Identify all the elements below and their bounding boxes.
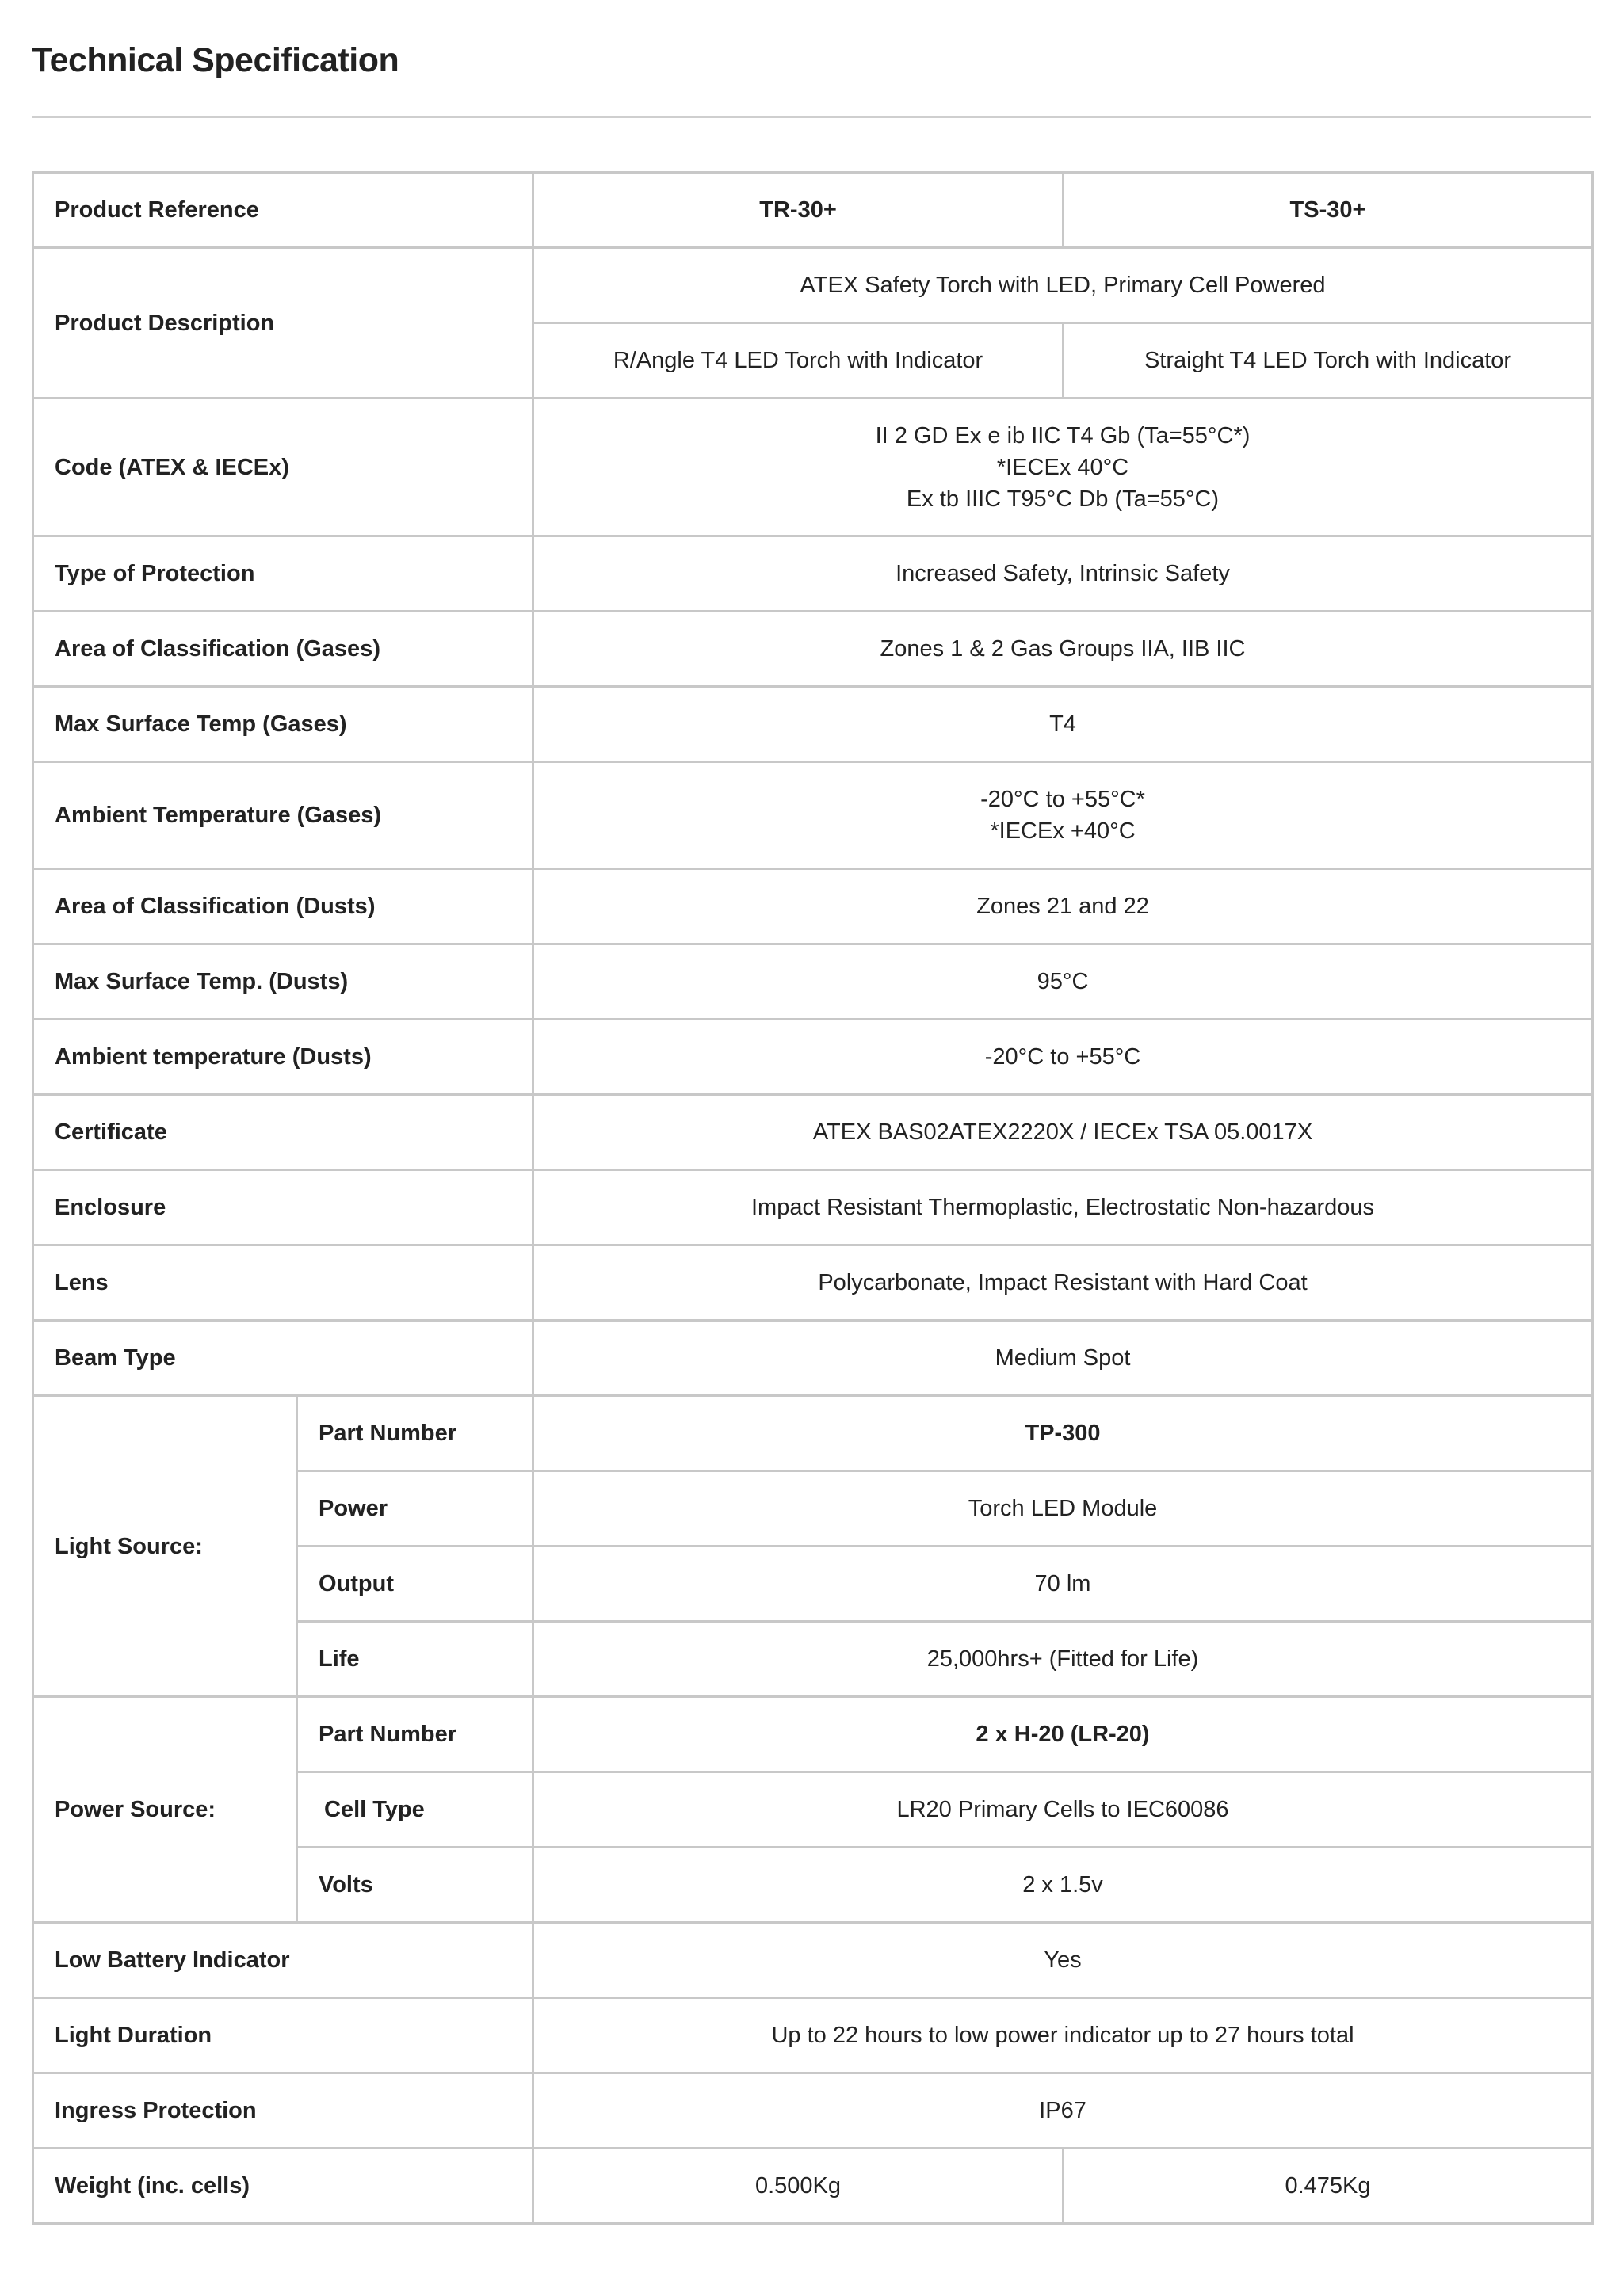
- row-label-max-temp-dusts: Max Surface Temp. (Dusts): [33, 944, 533, 1020]
- light-duration-value: Up to 22 hours to low power indicator up to 27 hours total: [533, 1998, 1593, 2073]
- row-label-area-dusts: Area of Classification (Dusts): [33, 869, 533, 944]
- ambient-gases-value: [533, 762, 1593, 869]
- light-source-sublabel: Output: [297, 1547, 533, 1622]
- low-battery-value: Yes: [533, 1923, 1593, 1998]
- table-row: [33, 1095, 1593, 1170]
- type-of-protection-value: Increased Safety, Intrinsic Safety: [533, 536, 1593, 612]
- product-reference-ts30: TS-30+: [1064, 173, 1593, 248]
- max-temp-dusts-value: 95°C: [533, 944, 1593, 1020]
- light-source-part-number: TP-300: [533, 1396, 1593, 1471]
- table-row: [33, 1998, 1593, 2073]
- page-title: Technical Specification: [32, 41, 399, 79]
- light-source-sublabel: Life: [297, 1622, 533, 1697]
- table-row: [33, 1697, 1593, 1772]
- row-label-certificate: Certificate: [33, 1095, 533, 1170]
- table-row: [33, 399, 1593, 536]
- row-label-beam-type: Beam Type: [33, 1321, 533, 1396]
- row-label-area-gases: Area of Classification (Gases): [33, 612, 533, 687]
- certificate-value: ATEX BAS02ATEX2220X / IECEx TSA 05.0017X: [533, 1095, 1593, 1170]
- product-reference-tr30: TR-30+: [533, 173, 1064, 248]
- title-divider: [32, 116, 1591, 118]
- max-temp-gases-value: T4: [533, 687, 1593, 762]
- power-source-sublabel: Volts: [297, 1848, 533, 1923]
- table-row: [33, 944, 1593, 1020]
- table-row: [33, 1923, 1593, 1998]
- row-label-light-source: Light Source:: [33, 1396, 297, 1697]
- area-dusts-value: Zones 21 and 22: [533, 869, 1593, 944]
- table-row: [33, 762, 1593, 869]
- row-label-weight: Weight (inc. cells): [33, 2149, 533, 2224]
- product-description-common: ATEX Safety Torch with LED, Primary Cell Powered: [533, 248, 1593, 323]
- code-line: Ex tb IIIC T95°C Db (Ta=55°C): [906, 486, 1220, 512]
- row-label-low-battery: Low Battery Indicator: [33, 1923, 533, 1998]
- row-label-ingress: Ingress Protection: [33, 2073, 533, 2149]
- table-row: [33, 1396, 1593, 1471]
- light-source-life: 25,000hrs+ (Fitted for Life): [533, 1622, 1593, 1697]
- ambient-gases-line: -20°C to +55°C*: [980, 787, 1145, 812]
- row-label-code: Code (ATEX & IECEx): [33, 399, 533, 536]
- table-row: [33, 869, 1593, 944]
- row-label-light-duration: Light Duration: [33, 1998, 533, 2073]
- weight-tr30: 0.500Kg: [533, 2149, 1064, 2224]
- light-source-power: Torch LED Module: [533, 1471, 1593, 1547]
- table-row: [33, 1245, 1593, 1321]
- ambient-gases-line: *IECEx +40°C: [990, 818, 1136, 844]
- row-label-max-temp-gases: Max Surface Temp (Gases): [33, 687, 533, 762]
- product-description-ts30: Straight T4 LED Torch with Indicator: [1064, 323, 1593, 399]
- row-label-power-source: Power Source:: [33, 1697, 297, 1923]
- table-row: [33, 687, 1593, 762]
- product-description-tr30: R/Angle T4 LED Torch with Indicator: [533, 323, 1064, 399]
- table-row: [33, 1020, 1593, 1095]
- table-row: [33, 1321, 1593, 1396]
- row-label-enclosure: Enclosure: [33, 1170, 533, 1245]
- row-label-ambient-gases: Ambient Temperature (Gases): [33, 762, 533, 869]
- table-row: [33, 1170, 1593, 1245]
- ambient-dusts-value: -20°C to +55°C: [533, 1020, 1593, 1095]
- weight-ts30: 0.475Kg: [1064, 2149, 1593, 2224]
- code-value: [533, 399, 1593, 536]
- table-row: [33, 2073, 1593, 2149]
- power-source-volts: 2 x 1.5v: [533, 1848, 1593, 1923]
- power-source-sublabel: Part Number: [297, 1697, 533, 1772]
- ingress-value: IP67: [533, 2073, 1593, 2149]
- code-line: II 2 GD Ex e ib IIC T4 Gb (Ta=55°C*): [875, 422, 1251, 448]
- table-row: [33, 2149, 1593, 2224]
- light-source-output: 70 lm: [533, 1547, 1593, 1622]
- spec-table: [32, 171, 1594, 2225]
- row-label-product-description: Product Description: [33, 248, 533, 399]
- power-source-part-number: 2 x H-20 (LR-20): [533, 1697, 1593, 1772]
- light-source-sublabel: Power: [297, 1471, 533, 1547]
- table-row: [33, 612, 1593, 687]
- table-row: [33, 248, 1593, 323]
- lens-value: Polycarbonate, Impact Resistant with Hard Coat: [533, 1245, 1593, 1321]
- power-source-sublabel: Cell Type: [297, 1772, 533, 1848]
- table-row: [33, 536, 1593, 612]
- table-row: [33, 173, 1593, 248]
- enclosure-value: Impact Resistant Thermoplastic, Electrostatic Non-hazardous: [533, 1170, 1593, 1245]
- area-gases-value: Zones 1 & 2 Gas Groups IIA, IIB IIC: [533, 612, 1593, 687]
- row-label-lens: Lens: [33, 1245, 533, 1321]
- code-line: *IECEx 40°C: [996, 454, 1129, 480]
- power-source-cell-type: LR20 Primary Cells to IEC60086: [533, 1772, 1593, 1848]
- row-label-product-reference: Product Reference: [33, 173, 533, 248]
- row-label-ambient-dusts: Ambient temperature (Dusts): [33, 1020, 533, 1095]
- beam-type-value: Medium Spot: [533, 1321, 1593, 1396]
- row-label-type-of-protection: Type of Protection: [33, 536, 533, 612]
- light-source-sublabel: Part Number: [297, 1396, 533, 1471]
